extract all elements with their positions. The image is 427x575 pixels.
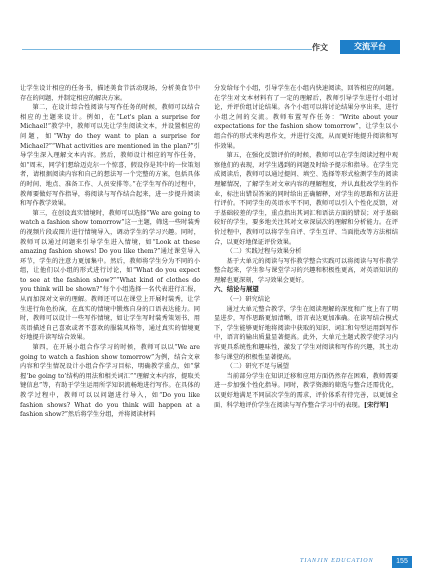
paragraph — [214, 372, 398, 410]
paragraph: 让学生设计相应的任务书，描述美食节活动现场，分析美食节中存在的问题，并制定相应的解决方案。 — [20, 85, 200, 102]
page-header — [0, 40, 427, 58]
subsection-heading: （二）研究不足与展望 — [226, 363, 289, 371]
page-footer — [0, 556, 427, 570]
paragraph: 第五，在强化反馈评价的时候，教师可以在学生阅读过程中观察他们的表现，对学生遇到的问题及时给予提示和指导。在学生完成阅读后，教师可以通过提问、填空、选择等形式检测学生的阅读理解情况，了解学生对文章内容的理解程度，并认真批改学生的作业，标注出错误答案的同时给出正确解释，对学生的思路和方法进行评价。不同学生的英语水平不同，教师可以引入个性化反馈，对于基础较差的学生，重点指出其词汇和语法方面的错误；对于基础较好的学生，要多地关注其对文章深层次的理解和分析能力。在评价过程中，教师可以将学生自评、学生互评、当面批改等方法相结合，以更好地保证评价效果。 — [214, 152, 398, 246]
paragraph: 第三，在创设真实情境时，教师可以选择“We are going to watch a fashion show tomorrow”这一主题，筛选一些时装秀的视频片段或图片进行情境导入，调动学生的学习兴趣。同时，教师可以通过问题来引导学生进入情境，如“Look at these amazing fashion shows! Do you like them?”通过课堂导入环节，学生的注意力更加集中。然后，教师将学生分为不同的小组，让他们以小组的形式进行讨论，如“What do you expect to see at the fashion show?”“What kind of clothes do you think will be shown?”每个小组选择一名代表进行汇报，从而加深对文章的理解。教师还可以在课堂上开展时装秀，让学生进行角色扮演，在真实的情境中锻炼自身的口语表达能力。同时，教师可以设计一些写作情境，如让学生写时装秀策划书、用英语描述自己喜欢或者不喜欢的服装风格等，通过真实的情境更好地提升读写结合效果。 — [20, 209, 200, 342]
paragraph: 通过大单元整合教学，学生在阅读理解的深度和广度上有了明显进步，写作思路更加清晰，语言表达更加准确。在读写结合模式下，学生能够更好地将阅读中获取的知识、词汇和句型运用到写作中，语言的输出质量显著提高。此外，大单元主题式教学使学习内容更具系统性和趣味性，激发了学生对阅读和写作的兴趣，其主动参与课堂的积极性显著提高。 — [214, 305, 398, 361]
subsection-heading: （二）实践过程与效果分析 — [226, 248, 302, 256]
header-divider — [22, 49, 312, 50]
page-number: 155 — [392, 556, 412, 568]
column-badge: 交流平台 — [340, 40, 400, 54]
section-title: 作文 — [312, 43, 328, 52]
right-column — [214, 84, 398, 544]
section-heading: 六、结论与展望 — [214, 286, 259, 294]
paragraph: 分发给每个小组，引导学生在小组内快速阅读，回答相应的问题。在学生对文本材料有了一定的理解后，教师引导学生进行小组讨论，并评价组讨论结果。各个小组可以将讨论结果分享出来，进行小组之间的交流。教师布置写作任务：“Write about your expectations for the fashion show tomorrow”，让学生以小组合作的形式来构思作文，并进行交流，从而更好地提升阅读和写作效果。 — [214, 85, 398, 150]
subsection-heading: （一）研究结论 — [226, 296, 271, 304]
author-tag: [宋行军] — [364, 401, 389, 409]
left-column — [20, 84, 200, 544]
magazine-name: TIANJIN EDUCATION — [300, 558, 374, 564]
paragraph: 第四，在开展小组合作学习的时候，教师可以以“We are going to watch a fashion show tomorrow”为例，结合文章内容和学生情况设计小组合作学习目标，明确教学重点，如“掌握‘be going to’结构的用法和相关词汇”“理解文本内容，提取关键信息”等，有助于学生运用所学知识流畅地进行写作。在具体的教学过程中，教师可以以问题进行导入，如“Do you like fashion shows? What do you think will happen at a fashion show?”然后将学生分组，并将阅读材料 — [20, 344, 200, 419]
paragraph: 基于大单元的阅读与写作教学整合实践可以将阅读与写作教学整合起来，学生参与课堂学习的兴趣和积极性更高，对英语知识的理解也更深刻，学习效果会更好。 — [214, 257, 398, 284]
paragraph-text: 当前部分学生在知识迁移和应用方面仍然存在困难，教师需要进一步加强个性化指导。同时，教学资源的筛选与整合还需优化，以更好地满足不同层次学生的需求，评价体系有待完善，以更加全面、科学地评价学生在阅读与写作整合学习中的表现。 — [214, 372, 398, 409]
paragraph: 第二，在设计综合性阅读与写作任务的时候，教师可以结合相应的主题来设计。例如，在“Let's plan a surprise for Michael!”教学中，教师可以先让学生阅读文本，并设置相应的问题，如“Why do they want to plan a surprise for Michael?”“What activities are mentioned in the plan?”引导学生深入理解文本内容。然后，教师设计相应的写作任务，如“周末，同学们想给迈克尔一个惊喜，假设你是其中的一位策划者，请根据阅读内容和自己的想法写一个完整的方案，包括具体的时间、地点、准备工作、人员安排等。”在学生写作的过程中，教师要做好写作指导，将阅读与写作结合起来，进一步提升阅读和写作教学效果。 — [20, 104, 200, 208]
